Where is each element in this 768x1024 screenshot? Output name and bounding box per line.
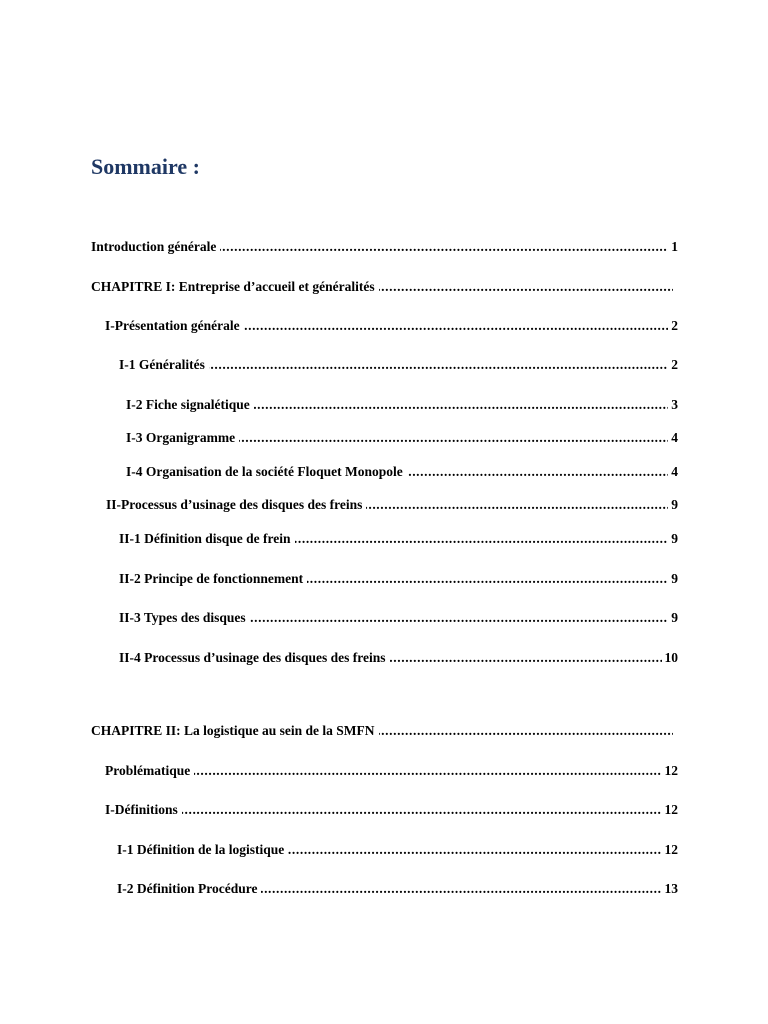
toc-entry-introduction (91, 237, 678, 257)
toc-entry-label: I-Définitions (105, 800, 182, 820)
toc-entry-principe-fonctionnement (119, 569, 678, 589)
toc-entry-label: I-Présentation générale (105, 316, 244, 336)
toc-entry-page: 13 (662, 879, 679, 899)
toc-entry-processus-usinage-disques (119, 648, 678, 668)
toc-entry-page: 12 (662, 800, 679, 820)
toc-entry-label: Problématique (105, 761, 194, 781)
toc-entry-problematique (105, 761, 678, 781)
toc-entry-label: I-2 Fiche signalétique (126, 395, 254, 415)
toc-entry-label: II-2 Principe de fonctionnement (119, 569, 307, 589)
toc-entry-types-disques (119, 608, 678, 628)
toc-entry-page: 3 (668, 395, 678, 415)
toc-entry-label: Introduction générale (91, 237, 220, 257)
toc-entry-definitions (105, 800, 678, 820)
toc-entry-organigramme (126, 428, 678, 448)
toc-entry-definition-disque (119, 529, 678, 549)
toc-entry-fiche-signaletique (126, 395, 678, 415)
toc-entry-label: II-Processus d’usinage des disques des freins (106, 495, 366, 515)
toc-entry-label: CHAPITRE II: La logistique au sein de la SMFN (91, 721, 379, 741)
toc-entry-page: 1 (668, 237, 678, 257)
toc-entry-label: I-2 Définition Procédure (117, 879, 261, 899)
toc-entry-page: 2 (668, 316, 678, 336)
toc-entry-label: II-3 Types des disques (119, 608, 250, 628)
toc-entry-presentation-generale (105, 316, 678, 336)
toc-entry-label: CHAPITRE I: Entreprise d’accueil et généralités (91, 277, 379, 297)
toc-entry-page: 4 (668, 462, 678, 482)
dot-leader (105, 800, 678, 820)
toc-entry-organisation-societe (126, 462, 678, 482)
toc-entry-label: II-1 Définition disque de frein (119, 529, 295, 549)
toc-entry-label: II-4 Processus d’usinage des disques des freins (119, 648, 390, 668)
page-title: Sommaire : (91, 154, 200, 179)
toc-entry-page: 10 (662, 648, 679, 668)
toc-entry-generalites (119, 355, 678, 375)
toc-entry-page: 9 (668, 529, 678, 549)
toc-entry-label: I-1 Généralités (119, 355, 209, 375)
toc-entry-page: 12 (662, 840, 679, 860)
toc-entry-label: I-4 Organisation de la société Floquet Monopole (126, 462, 407, 482)
toc-entry-definition-procedure (117, 879, 678, 899)
toc-entry-definition-logistique (117, 840, 678, 860)
toc-entry-label: I-3 Organigramme (126, 428, 239, 448)
toc-entry-page: 9 (668, 608, 678, 628)
toc-entry-page: 12 (662, 761, 679, 781)
toc-entry-page: 9 (668, 495, 678, 515)
toc-entry-processus-usinage (106, 495, 678, 515)
toc-entry-page: 9 (668, 569, 678, 589)
toc-entry-page: 2 (668, 355, 678, 375)
toc-entry-chapitre-1 (91, 277, 673, 297)
toc-entry-chapitre-2 (91, 721, 673, 741)
toc-entry-label: I-1 Définition de la logistique (117, 840, 288, 860)
toc-entry-page: 4 (668, 428, 678, 448)
